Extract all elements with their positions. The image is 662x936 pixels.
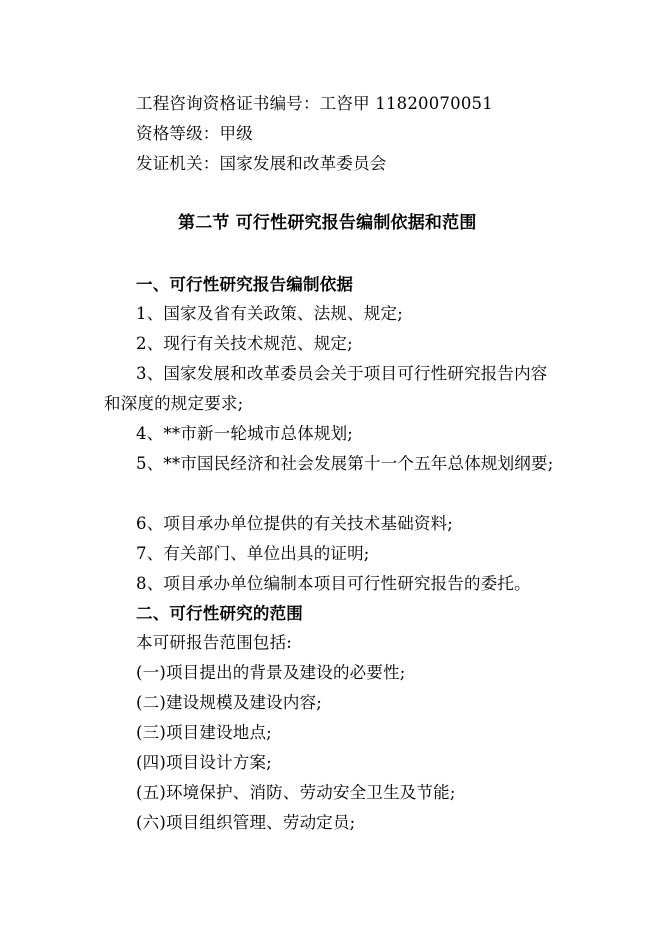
scope-item: (四)项目设计方案; <box>136 753 272 772</box>
basis-item: 6、项目承办单位提供的有关技术基础资料; <box>136 514 454 533</box>
basis-item: 2、现行有关技术规范、规定; <box>136 334 353 353</box>
basis-heading: 一、可行性研究报告编制依据 <box>136 275 354 294</box>
scope-item: (五)环境保护、消防、劳动安全卫生及节能; <box>136 783 456 802</box>
scope-item: (二)建设规模及建设内容; <box>136 693 323 712</box>
basis-item: 4、**市新一轮城市总体规划; <box>136 424 354 443</box>
scope-item: (三)项目建设地点; <box>136 723 272 742</box>
certificate-number-line: 工程咨询资格证书编号：工咨甲 11820070051 <box>136 94 493 113</box>
scope-intro: 本可研报告范围包括: <box>136 633 293 652</box>
qualification-grade-line: 资格等级：甲级 <box>136 124 253 143</box>
basis-item: 8、项目承办单位编制本项目可行性研究报告的委托。 <box>136 574 531 593</box>
scope-heading: 二、可行性研究的范围 <box>136 604 303 623</box>
section-title: 第二节 可行性研究报告编制依据和范围 <box>178 213 477 233</box>
basis-item: 1、国家及省有关政策、法规、规定; <box>136 304 403 323</box>
basis-item: 3、国家发展和改革委员会关于项目可行性研究报告内容 <box>136 364 548 383</box>
scope-item: (一)项目提出的背景及建设的必要性; <box>136 663 406 682</box>
basis-item-continuation: 和深度的规定要求; <box>104 394 244 413</box>
basis-item: 5、**市国民经济和社会发展第十一个五年总体规划纲要; <box>136 454 554 473</box>
scope-item: (六)项目组织管理、劳动定员; <box>136 813 356 832</box>
issuing-authority-line: 发证机关：国家发展和改革委员会 <box>136 154 387 173</box>
basis-item: 7、有关部门、单位出具的证明; <box>136 544 370 563</box>
